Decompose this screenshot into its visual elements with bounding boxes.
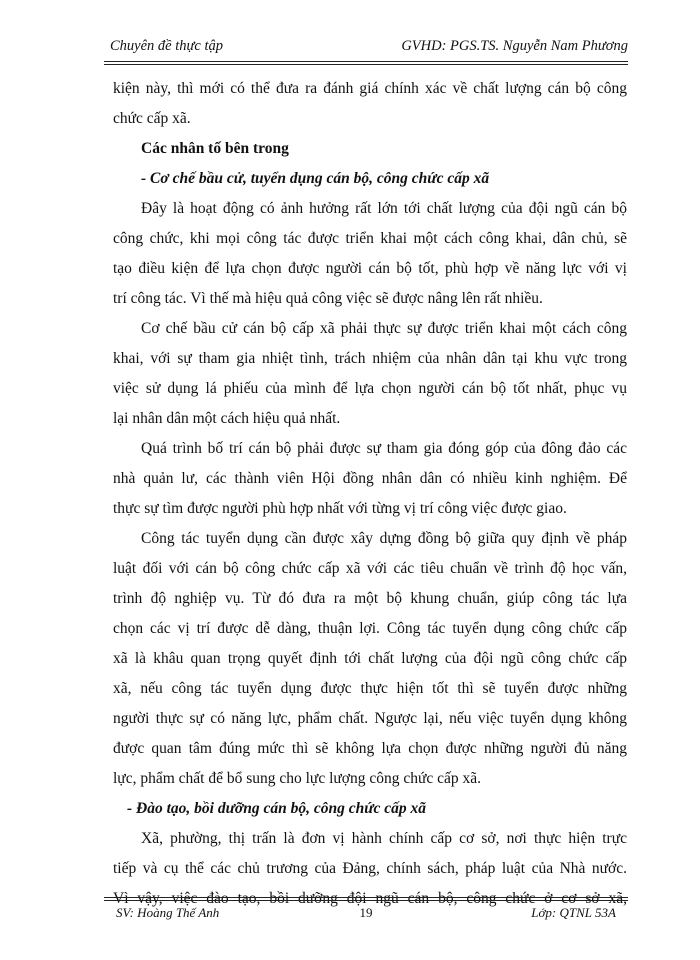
body-line: người thực sự có năng lực, phẩm chất. Ngược lại, nếu việc tuyển dụng không [113, 710, 627, 727]
footer-class: Lớp: QTNL 53A [531, 905, 616, 920]
body-line: thực sự tìm được người phù hợp nhất với từng vị trí công việc được giao. [113, 500, 567, 517]
body-line: xã là khâu quan trọng quyết định tới chất lượng của đội ngũ công chức cấp [113, 650, 627, 667]
page-number: 19 [359, 905, 373, 920]
body-line: Xã, phường, thị trấn là đơn vị hành chính cấp cơ sở, nơi thực hiện trực [141, 830, 627, 847]
body-line: Quá trình bố trí cán bộ phải được sự tham gia đóng góp của đông đảo các [141, 440, 627, 457]
subsection-heading: - Cơ chế bầu cử, tuyển dụng cán bộ, công chức cấp xã [141, 170, 490, 187]
body-line: tạo điều kiện để lựa chọn được người cán bộ tốt, phù hợp về năng lực với vị [113, 260, 627, 277]
body-line: trí công tác. Vì thế mà hiệu quả công việc sẽ được nâng lên rất nhiều. [113, 290, 543, 307]
subsection-heading: - Đào tạo, bồi dưỡng cán bộ, công chức cấp xã [127, 800, 426, 817]
body-line: việc sử dụng lá phiếu của mình để lựa chọn người cán bộ tốt nhất, phục vụ [113, 380, 627, 397]
body-line: nhà quản lư, các thành viên Hội đồng nhân dân có nhiều kinh nghiệm. Để [113, 470, 627, 487]
body-line: kiện này, thì mới có thể đưa ra đánh giá chính xác về chất lượng cán bộ công [113, 80, 627, 97]
page-header [102, 36, 628, 58]
body-line: được quan tâm đúng mức thì sẽ không lựa chọn được những người đủ năng [113, 740, 627, 757]
body-line: lực, phẩm chất để bổ sung cho lực lượng công chức cấp xã. [113, 770, 482, 787]
body-line: công chức, khi mọi công tác được triển khai một cách công khai, dân chủ, sẽ [113, 230, 627, 247]
body-line: tiếp và cụ thể các chủ trương của Đảng, chính sách, pháp luật của Nhà nước. [113, 860, 627, 877]
footer-divider [104, 897, 628, 901]
body-line: xã, nếu công tác tuyển dụng được thực hiện tốt thì sẽ tuyển được những [113, 680, 627, 697]
section-heading: Các nhân tố bên trong [141, 140, 289, 157]
body-line: luật đối với cán bộ công chức cấp xã với các tiêu chuẩn về trình độ học vấn, [113, 560, 627, 577]
body-line: Công tác tuyển dụng cần được xây dựng đồng bộ giữa quy định về pháp [141, 530, 627, 547]
body-line: chức cấp xã. [113, 110, 191, 127]
body-line: trình độ nghiệp vụ. Từ đó đưa ra một bộ khung chuẩn, giúp công tác lựa [113, 590, 627, 607]
header-divider [104, 61, 628, 65]
footer-student: SV: Hoàng Thế Anh [116, 905, 220, 920]
document-body [113, 74, 627, 914]
header-title: Chuyên đề thực tập [110, 38, 224, 54]
body-line: khai, với sự tham gia nhiệt tình, trách nhiệm của nhân dân tại khu vực trong [113, 350, 627, 367]
body-line: Cơ chế bầu cử cán bộ cấp xã phải thực sự được triển khai một cách công [141, 320, 627, 337]
header-advisor: GVHD: PGS.TS. Nguyễn Nam Phương [401, 38, 628, 54]
body-line: lại nhân dân một cách hiệu quả nhất. [113, 410, 341, 427]
body-line: chọn các vị trí được dễ dàng, thuận lợi. Công tác tuyển dụng công chức cấp [113, 620, 627, 637]
body-line: Vì vậy, việc đào tạo, bồi dưỡng đội ngũ cán bộ, công chức ở cơ sở xã, [113, 890, 627, 907]
body-line: Đây là hoạt động có ảnh hưởng rất lớn tới chất lượng của đội ngũ cán bộ [141, 200, 627, 217]
